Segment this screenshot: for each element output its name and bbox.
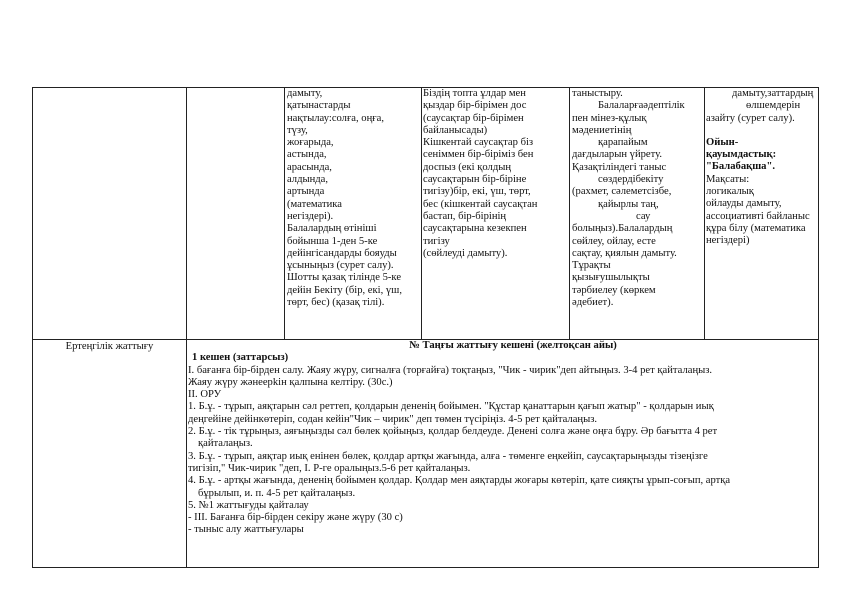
col5-lines <box>572 88 703 309</box>
text-line: пен мінез-құлық <box>572 112 647 124</box>
text-line: бес (кішкентай саусақтан <box>423 198 538 210</box>
text-line: сөйлеу, ойлау, есте <box>572 235 656 247</box>
text-line: қайырлы таң, <box>598 198 659 210</box>
text-line: тигізу <box>423 235 450 247</box>
text-line: арасында, <box>287 161 332 173</box>
col4-cell <box>423 88 568 260</box>
text-line: Кішкентай саусақтар біз <box>423 137 534 149</box>
text-line: қайталаңыз. <box>198 438 253 450</box>
row2-label-divider <box>186 339 187 568</box>
text-line: болыңыз).Балалардың <box>572 223 673 235</box>
col3-lines <box>287 88 420 309</box>
text-line: - тыныс алу жаттығулары <box>188 524 304 536</box>
col-divider-3 <box>421 87 422 339</box>
col6-cell <box>706 88 818 248</box>
text-line: қатынастарды <box>287 100 351 112</box>
text-line: (рахмет, сәлеметсізбе, <box>572 186 672 198</box>
morning-exercise-heading: № Таңғы жаттығу кешені (желтоқсан айы) <box>409 340 617 351</box>
text-line: нақтылау:солға, оңға, <box>287 112 384 124</box>
text-line: әдебиет). <box>572 297 614 309</box>
text-line: негіздері). <box>287 210 334 222</box>
text-line: логикалық <box>706 186 754 198</box>
text-line: бастап, бір-бірінің <box>423 210 507 222</box>
text-line: бойынша 1-ден 5-ке <box>287 235 378 247</box>
text-line: құра білу (математика <box>706 222 806 234</box>
text-line: тигізу)бір, екі, үш, төрт, <box>423 186 531 198</box>
text-line: дамыту,заттардың <box>732 88 814 99</box>
text-line: 3. Б.ұ. - тұрып, аяқтар иық енінен бөлек, қолдар артқы жағында, алға - төменге еңкейіп, саусақтарыңызды тізеңізге <box>188 450 708 462</box>
text-line: Ойын- <box>706 136 739 148</box>
text-line: деңгейіне дейінкөтеріп, содан кейін"Чик – чирик" деп төмен түсіріңіз. 4-5 рет қайталаңыз. <box>188 413 598 425</box>
text-line: доспыз (екі қолдың <box>423 161 512 173</box>
text-line: алдында, <box>287 174 328 186</box>
text-line: азайту (сурет салу). <box>706 112 795 124</box>
col4-lines <box>423 88 568 260</box>
text-line: астында, <box>287 149 327 161</box>
text-line: Балаларғаәдептілік <box>598 100 685 112</box>
text-line: Жаяу жүру жәнеерkін қалпына келтіру. (30с.) <box>188 376 393 388</box>
col5-cell <box>572 88 703 309</box>
text-line: төрт, бес) (қазақ тілі). <box>287 297 385 309</box>
text-line: Балалардың өтініші <box>287 223 377 235</box>
text-line: сеніммен бір-біріміз бен <box>423 149 534 161</box>
text-line: сөздердібекіту <box>598 174 664 186</box>
col-divider-4 <box>569 87 570 339</box>
exercise-list <box>188 365 818 537</box>
text-line: Қазақтіліндегі таныс <box>572 161 667 173</box>
text-line: ұсыныңыз (сурет салу). <box>287 260 394 272</box>
text-line: қыздар бір-бірімен дос <box>423 100 527 112</box>
text-line: қарапайым <box>598 137 648 149</box>
text-line: қауымдастық: <box>706 149 777 161</box>
text-line: (саусақтар бір-бірімен <box>423 112 524 124</box>
text-line: тигізіп," Чик-чирик "деп, I. Р-ге оралыңыз.5-6 рет қайталаңыз. <box>188 462 471 474</box>
complex-title: 1 кешен (заттарсыз) <box>192 352 289 364</box>
text-line: жоғарыда, <box>287 137 334 149</box>
text-line: (сөйлеуді дамыту). <box>423 247 508 259</box>
col-divider-5 <box>704 87 705 339</box>
row2-content-cell <box>188 340 818 537</box>
text-line: түзу, <box>287 124 308 136</box>
text-line: негіздері) <box>706 235 750 247</box>
col3-cell <box>287 88 420 309</box>
text-line: 4. Б.ұ. - артқы жағында, дененің бойымен қолдар. Қолдар мен аяқтарды жоғары көтеріп, қате сияқты ұрып-соғып, артқа <box>188 475 731 487</box>
text-line: I. бағанға бір-бірден салу. Жаяу жүру, сигналға (торғайға) тоқтаңыз, "Чик - чирик"деп айтыңыз. 3-4 рет қайталаңыз. <box>188 364 713 376</box>
text-line: ассоциативті байланыс <box>706 210 810 222</box>
text-line: Тұрақты <box>572 260 611 272</box>
text-line: тәрбиелеу (көркем <box>572 284 656 296</box>
text-line: дейін Бекіту (бір, екі, үш, <box>287 284 402 296</box>
text-line: таныстыру. <box>572 88 623 99</box>
col6-top-lines <box>706 88 818 125</box>
row2-label-cell <box>33 341 186 353</box>
text-line: дағдыларын үйрету. <box>572 149 663 161</box>
text-line: "Балабақша". <box>706 161 775 173</box>
text-line: саусақтарына кезекпен <box>423 223 527 235</box>
text-line: дамыту, <box>287 88 323 99</box>
text-line: II. ОРУ <box>188 389 222 401</box>
text-line: - III. Бағанға бір-бірден секіру және жүру (30 с) <box>188 512 403 524</box>
text-line: 2. Б.ұ. - тік тұрыңыз, аяғыңызды сәл бөлек қойыңыз, қолдар белдеуде. Денені солға және оңға бұру. Әр бағытта 4 рет <box>188 426 718 438</box>
text-line: мәдениетінің <box>572 124 632 136</box>
text-line: өлшемдерін <box>746 100 801 112</box>
text-line: (математика <box>287 198 342 210</box>
text-line: саусақтарын бір-біріне <box>423 174 527 186</box>
game-title <box>706 137 818 174</box>
text-line: қызығушылықты <box>572 272 650 284</box>
text-line: Біздің топта ұлдар мен <box>423 88 526 99</box>
text-line: байланысады) <box>423 124 488 136</box>
text-line: ойлауды дамыту, <box>706 198 782 210</box>
col-divider-1 <box>186 87 187 339</box>
text-line: сау <box>636 210 651 222</box>
text-line: Шотты қазақ тілінде 5-ке <box>287 272 402 284</box>
game-body <box>706 174 818 248</box>
text-line: бұрылып, и. п. 4-5 рет қайталаңыз. <box>198 487 356 499</box>
text-line: Мақсаты: <box>706 173 750 185</box>
row2-label: Ертеңгілік жаттығу <box>65 341 154 352</box>
text-line: артында <box>287 186 325 198</box>
text-line: сақтау, қиялын дамыту. <box>572 247 677 259</box>
text-line: 1. Б.ұ. - тұрып, аяқтарын сәл реттеп, қолдарын дененің бойымен. "Құстар қанаттарын қағып жатыр" - қолдарын иық <box>188 401 714 413</box>
text-line: дейінгісандарды бояуды <box>287 247 397 259</box>
col-divider-2 <box>284 87 285 339</box>
text-line: 5. №1 жаттығуды қайталау <box>188 499 309 511</box>
